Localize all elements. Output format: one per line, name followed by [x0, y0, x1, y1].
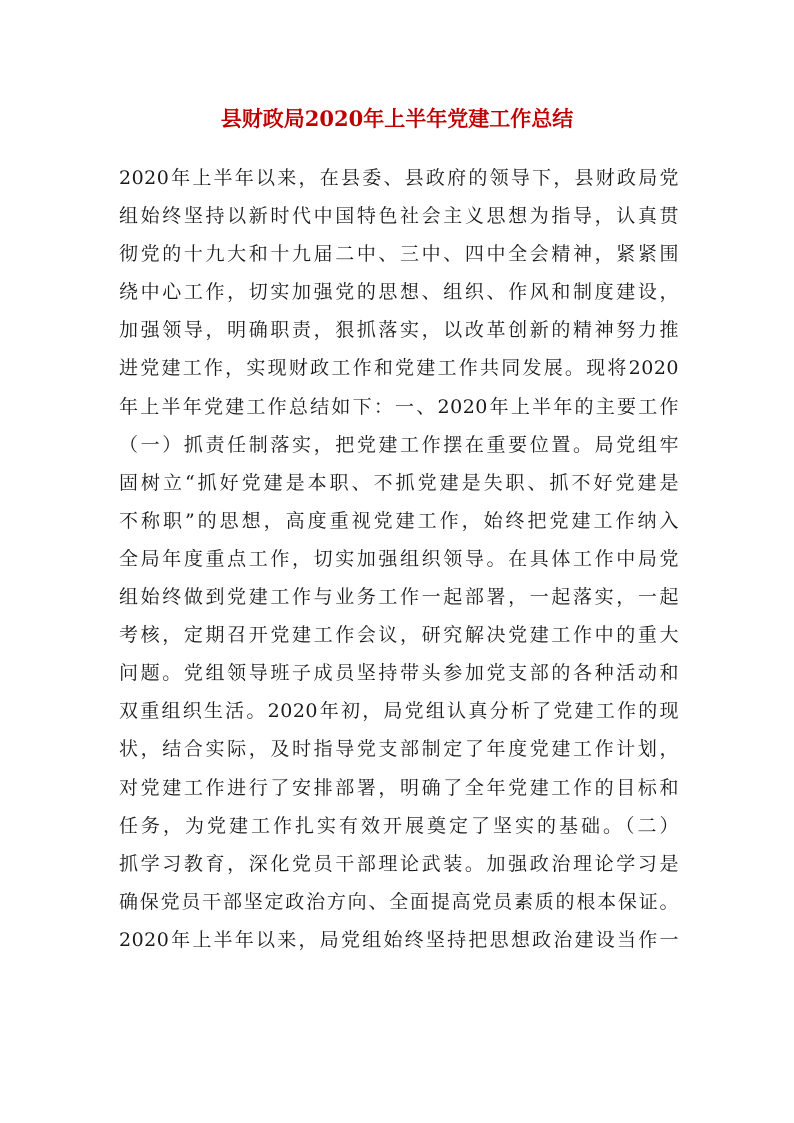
body-line: 2020年上半年以来，在县委、县政府的领导下，县财政局党: [119, 167, 679, 189]
body-line: 确保党员干部坚定政治方向、全面提高党员素质的根本保证。: [119, 890, 679, 913]
body-line: 组始终做到党建工作与业务工作一起部署，一起落实，一起: [119, 586, 679, 609]
document-body: [119, 163, 679, 963]
body-line: 状，结合实际，及时指导党支部制定了年度党建工作计划，: [119, 738, 679, 761]
body-line: （一）抓责任制落实，把党建工作摆在重要位置。局党组牢: [119, 433, 679, 456]
body-line: 问题。党组领导班子成员坚持带头参加党支部的各种活动和: [119, 662, 679, 685]
body-line: 对党建工作进行了安排部署，明确了全年党建工作的目标和: [119, 776, 679, 799]
body-line: 考核，定期召开党建工作会议，研究解决党建工作中的重大: [119, 624, 679, 647]
body-line: 组始终坚持以新时代中国特色社会主义思想为指导，认真贯: [119, 205, 679, 228]
body-line: 双重组织生活。2020年初，局党组认真分析了党建工作的现: [119, 700, 679, 723]
body-line: 进党建工作，实现财政工作和党建工作共同发展。现将2020: [119, 357, 679, 380]
body-line: 不称职”的思想，高度重视党建工作，始终把党建工作纳入: [119, 509, 679, 532]
body-line: 固树立“抓好党建是本职、不抓党建是失职、抓不好党建是: [119, 471, 679, 494]
body-line: 全局年度重点工作，切实加强组织领导。在具体工作中局党: [119, 547, 679, 570]
body-line: 加强领导，明确职责，狠抓落实，以改革创新的精神努力推: [119, 319, 679, 342]
document-title: 县财政局2020年上半年党建工作总结: [220, 106, 574, 131]
body-line: 年上半年党建工作总结如下：一、2020年上半年的主要工作: [119, 395, 679, 418]
body-line: 抓学习教育，深化党员干部理论武装。加强政治理论学习是: [119, 852, 679, 875]
body-line: 绕中心工作，切实加强党的思想、组织、作风和制度建设，: [119, 281, 679, 304]
body-line: 2020年上半年以来，局党组始终坚持把思想政治建设当作一: [119, 928, 679, 951]
body-line: 任务，为党建工作扎实有效开展奠定了坚实的基础。（二）: [119, 814, 679, 837]
body-line: 彻党的十九大和十九届二中、三中、四中全会精神，紧紧围: [119, 243, 679, 266]
